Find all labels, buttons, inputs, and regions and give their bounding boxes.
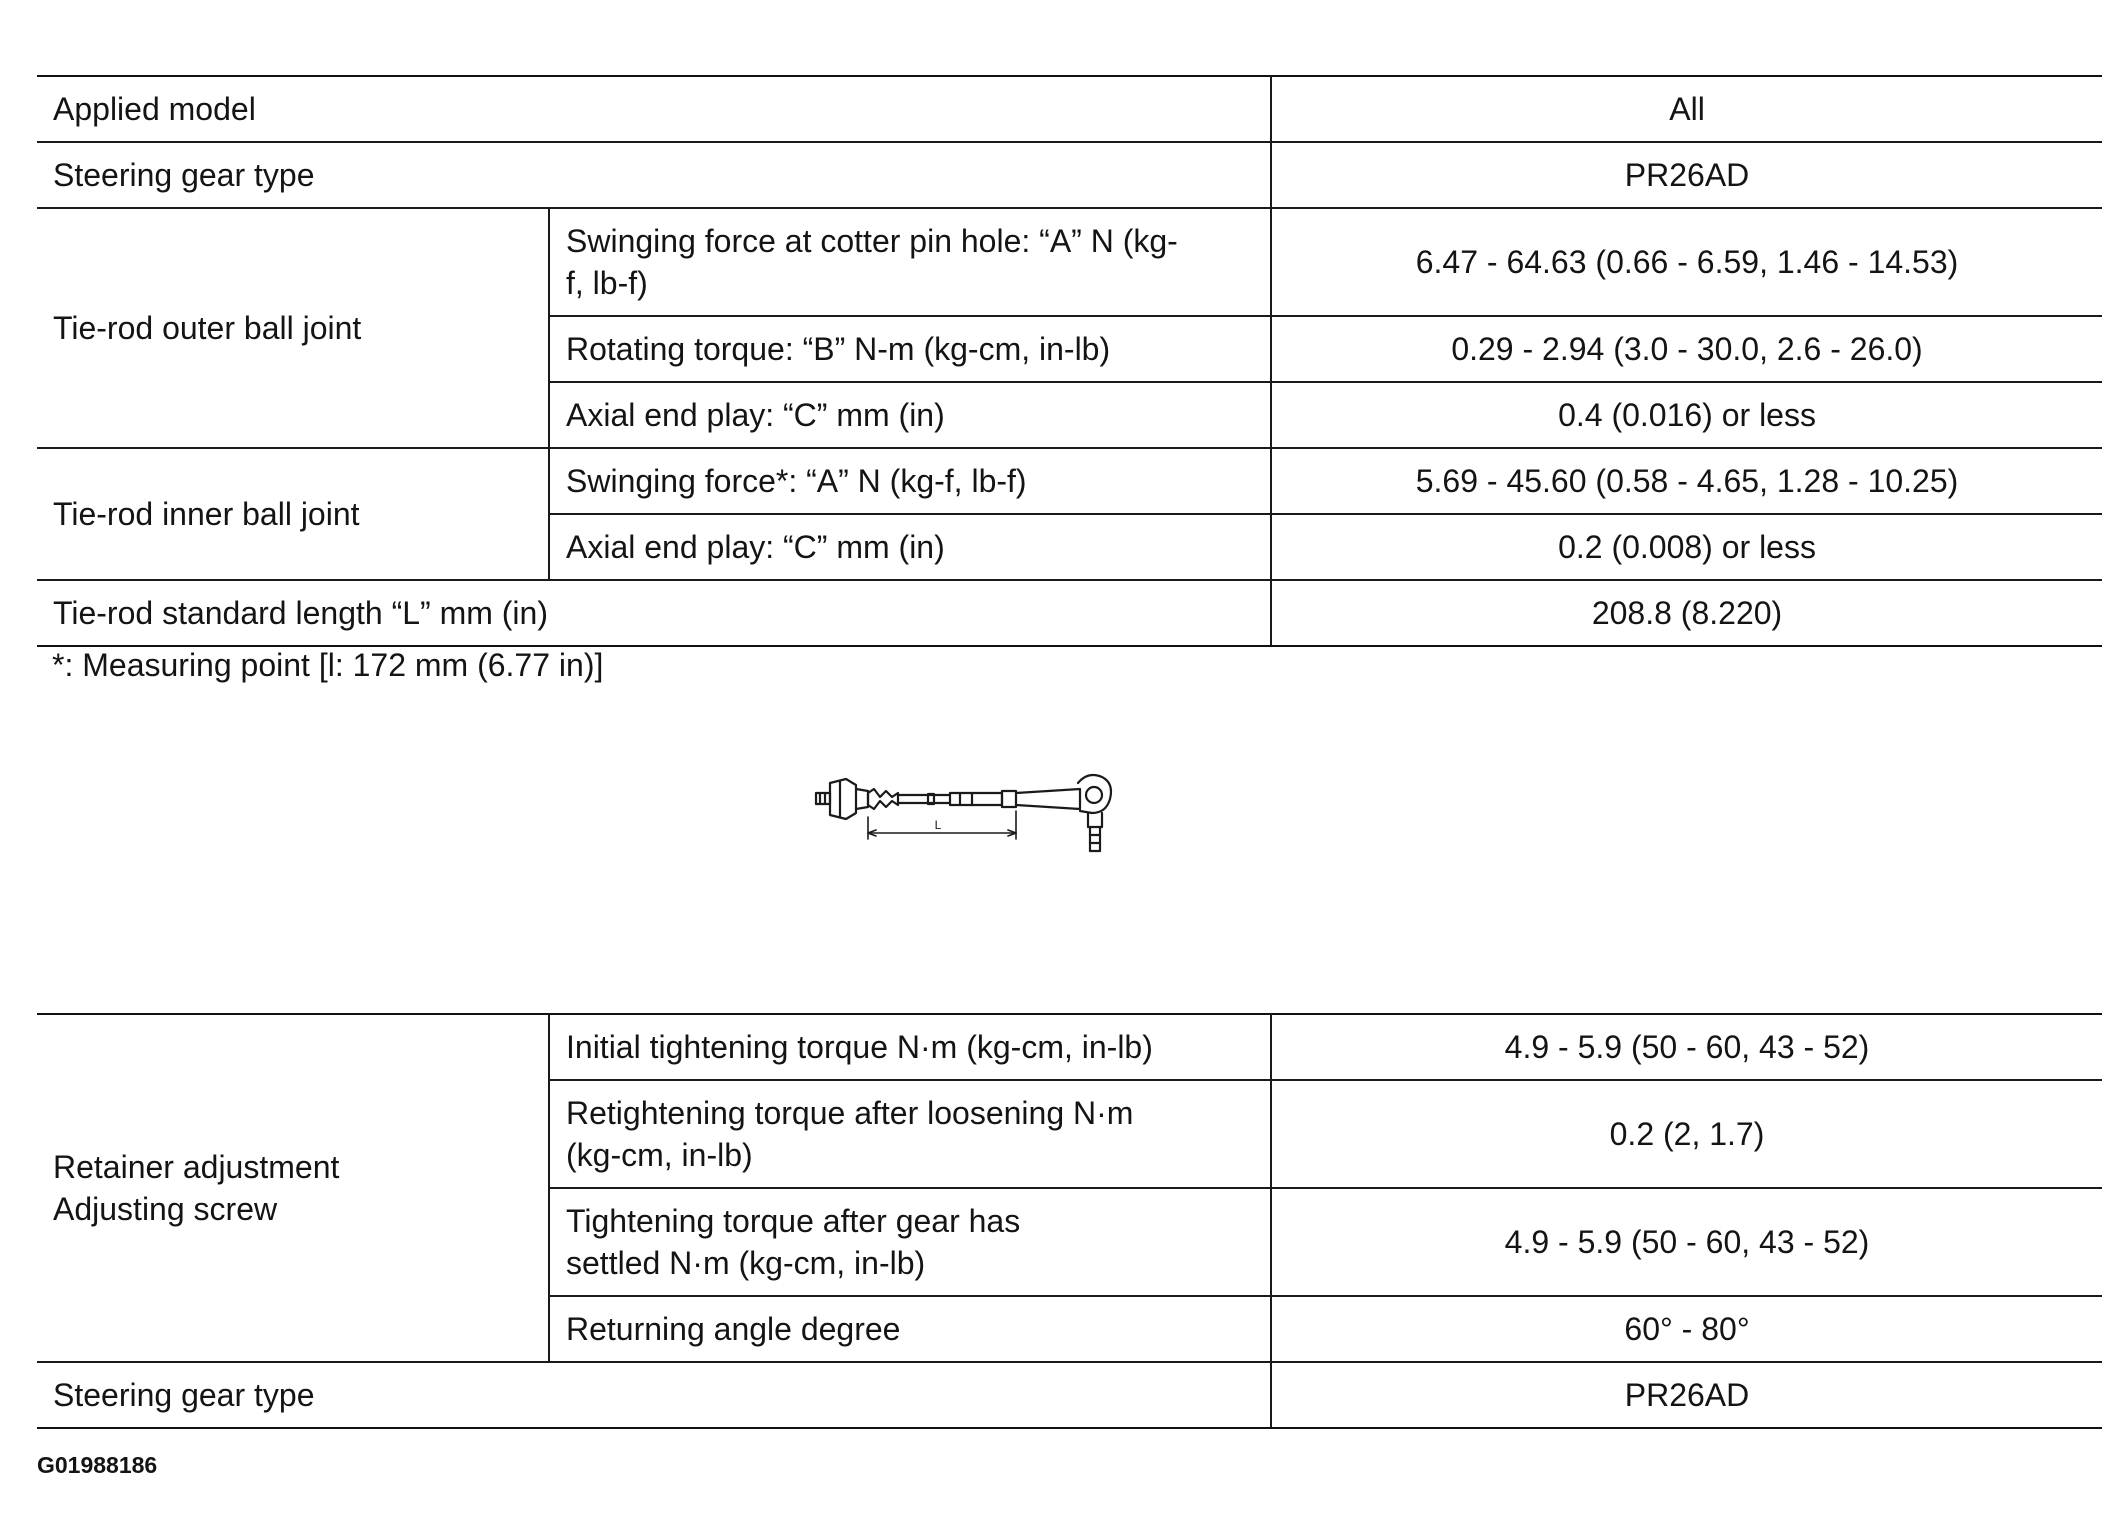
initial-tightening-torque-value: 4.9 - 5.9 (50 - 60, 43 - 52): [1271, 1014, 2102, 1080]
tie-rod-end-left: [816, 793, 830, 804]
applied-model-value: All: [1271, 76, 2102, 142]
inner-ball-joint-group: Tie-rod inner ball joint: [37, 448, 549, 580]
retightening-torque-value: 0.2 (2, 1.7): [1271, 1080, 2102, 1188]
steering-gear-type-value: PR26AD: [1271, 1362, 2102, 1428]
swinging-force-inner-label: Swinging force*: “A” N (kg-f, lb-f): [549, 448, 1271, 514]
steering-gear-type-label: Steering gear type: [37, 1362, 1271, 1428]
table-row: [37, 1362, 2102, 1428]
applied-model-label: Applied model: [37, 76, 1271, 142]
table-row: [37, 76, 2102, 142]
label-line: Tightening torque after gear has: [566, 1203, 1021, 1239]
label-line: Swinging force at cotter pin hole: “A” N (kg-: [566, 223, 1178, 259]
initial-tightening-torque-label: Initial tightening torque N·m (kg-cm, in-lb): [549, 1014, 1271, 1080]
boot: [868, 789, 898, 809]
retightening-torque-label: [549, 1080, 1271, 1188]
axial-end-play-inner-label: Axial end play: “C” mm (in): [549, 514, 1271, 580]
label-line: Retightening torque after loosening N·m: [566, 1095, 1134, 1131]
adjuster-sleeve: [950, 793, 1002, 805]
outer-ball-joint-group: Tie-rod outer ball joint: [37, 208, 549, 448]
label-line: (kg-cm, in-lb): [566, 1137, 753, 1173]
rotating-torque-value: 0.29 - 2.94 (3.0 - 30.0, 2.6 - 26.0): [1271, 316, 2102, 382]
rotating-torque-label: Rotating torque: “B” N-m (kg-cm, in-lb): [549, 316, 1271, 382]
steering-gear-type-label: Steering gear type: [37, 142, 1271, 208]
swinging-force-outer-label: [549, 208, 1271, 316]
outer-tie-rod: [1016, 789, 1080, 809]
specifications-table-1: [37, 75, 2102, 647]
group-line: Retainer adjustment: [53, 1149, 340, 1185]
measuring-point-footnote: *: Measuring point [l: 172 mm (6.77 in)]: [52, 647, 604, 683]
settled-tightening-torque-value: 4.9 - 5.9 (50 - 60, 43 - 52): [1271, 1188, 2102, 1296]
axial-end-play-inner-value: 0.2 (0.008) or less: [1271, 514, 2102, 580]
axial-end-play-outer-label: Axial end play: “C” mm (in): [549, 382, 1271, 448]
dimension-label-l: L: [934, 818, 942, 832]
label-line: f, lb-f): [566, 265, 648, 301]
swinging-force-outer-value: 6.47 - 64.63 (0.66 - 6.59, 1.46 - 14.53): [1271, 208, 2102, 316]
steering-gear-type-value: PR26AD: [1271, 142, 2102, 208]
returning-angle-label: Returning angle degree: [549, 1296, 1271, 1362]
group-line: Adjusting screw: [53, 1191, 278, 1227]
inner-ball-joint-housing: [830, 779, 856, 819]
tie-rod-figure: [810, 765, 1132, 860]
settled-tightening-torque-label: [549, 1188, 1271, 1296]
lock-nut: [1002, 791, 1016, 807]
standard-length-value: 208.8 (8.220): [1271, 580, 2102, 646]
table-row: [37, 448, 2102, 514]
table-row: [37, 208, 2102, 316]
swinging-force-inner-value: 5.69 - 45.60 (0.58 - 4.65, 1.28 - 10.25): [1271, 448, 2102, 514]
table-row: [37, 142, 2102, 208]
specifications-table-2: [37, 1013, 2102, 1429]
label-line: settled N·m (kg-cm, in-lb): [566, 1245, 926, 1281]
table-row: [37, 1014, 2102, 1080]
table-row: [37, 580, 2102, 646]
returning-angle-value: 60° - 80°: [1271, 1296, 2102, 1362]
outer-ball-joint: [1078, 775, 1111, 813]
standard-length-label: Tie-rod standard length “L” mm (in): [37, 580, 1271, 646]
figure-id: G01988186: [37, 1452, 158, 1478]
ball-stud: [1088, 813, 1102, 827]
axial-end-play-outer-value: 0.4 (0.016) or less: [1271, 382, 2102, 448]
retainer-adjustment-group: [37, 1014, 549, 1362]
